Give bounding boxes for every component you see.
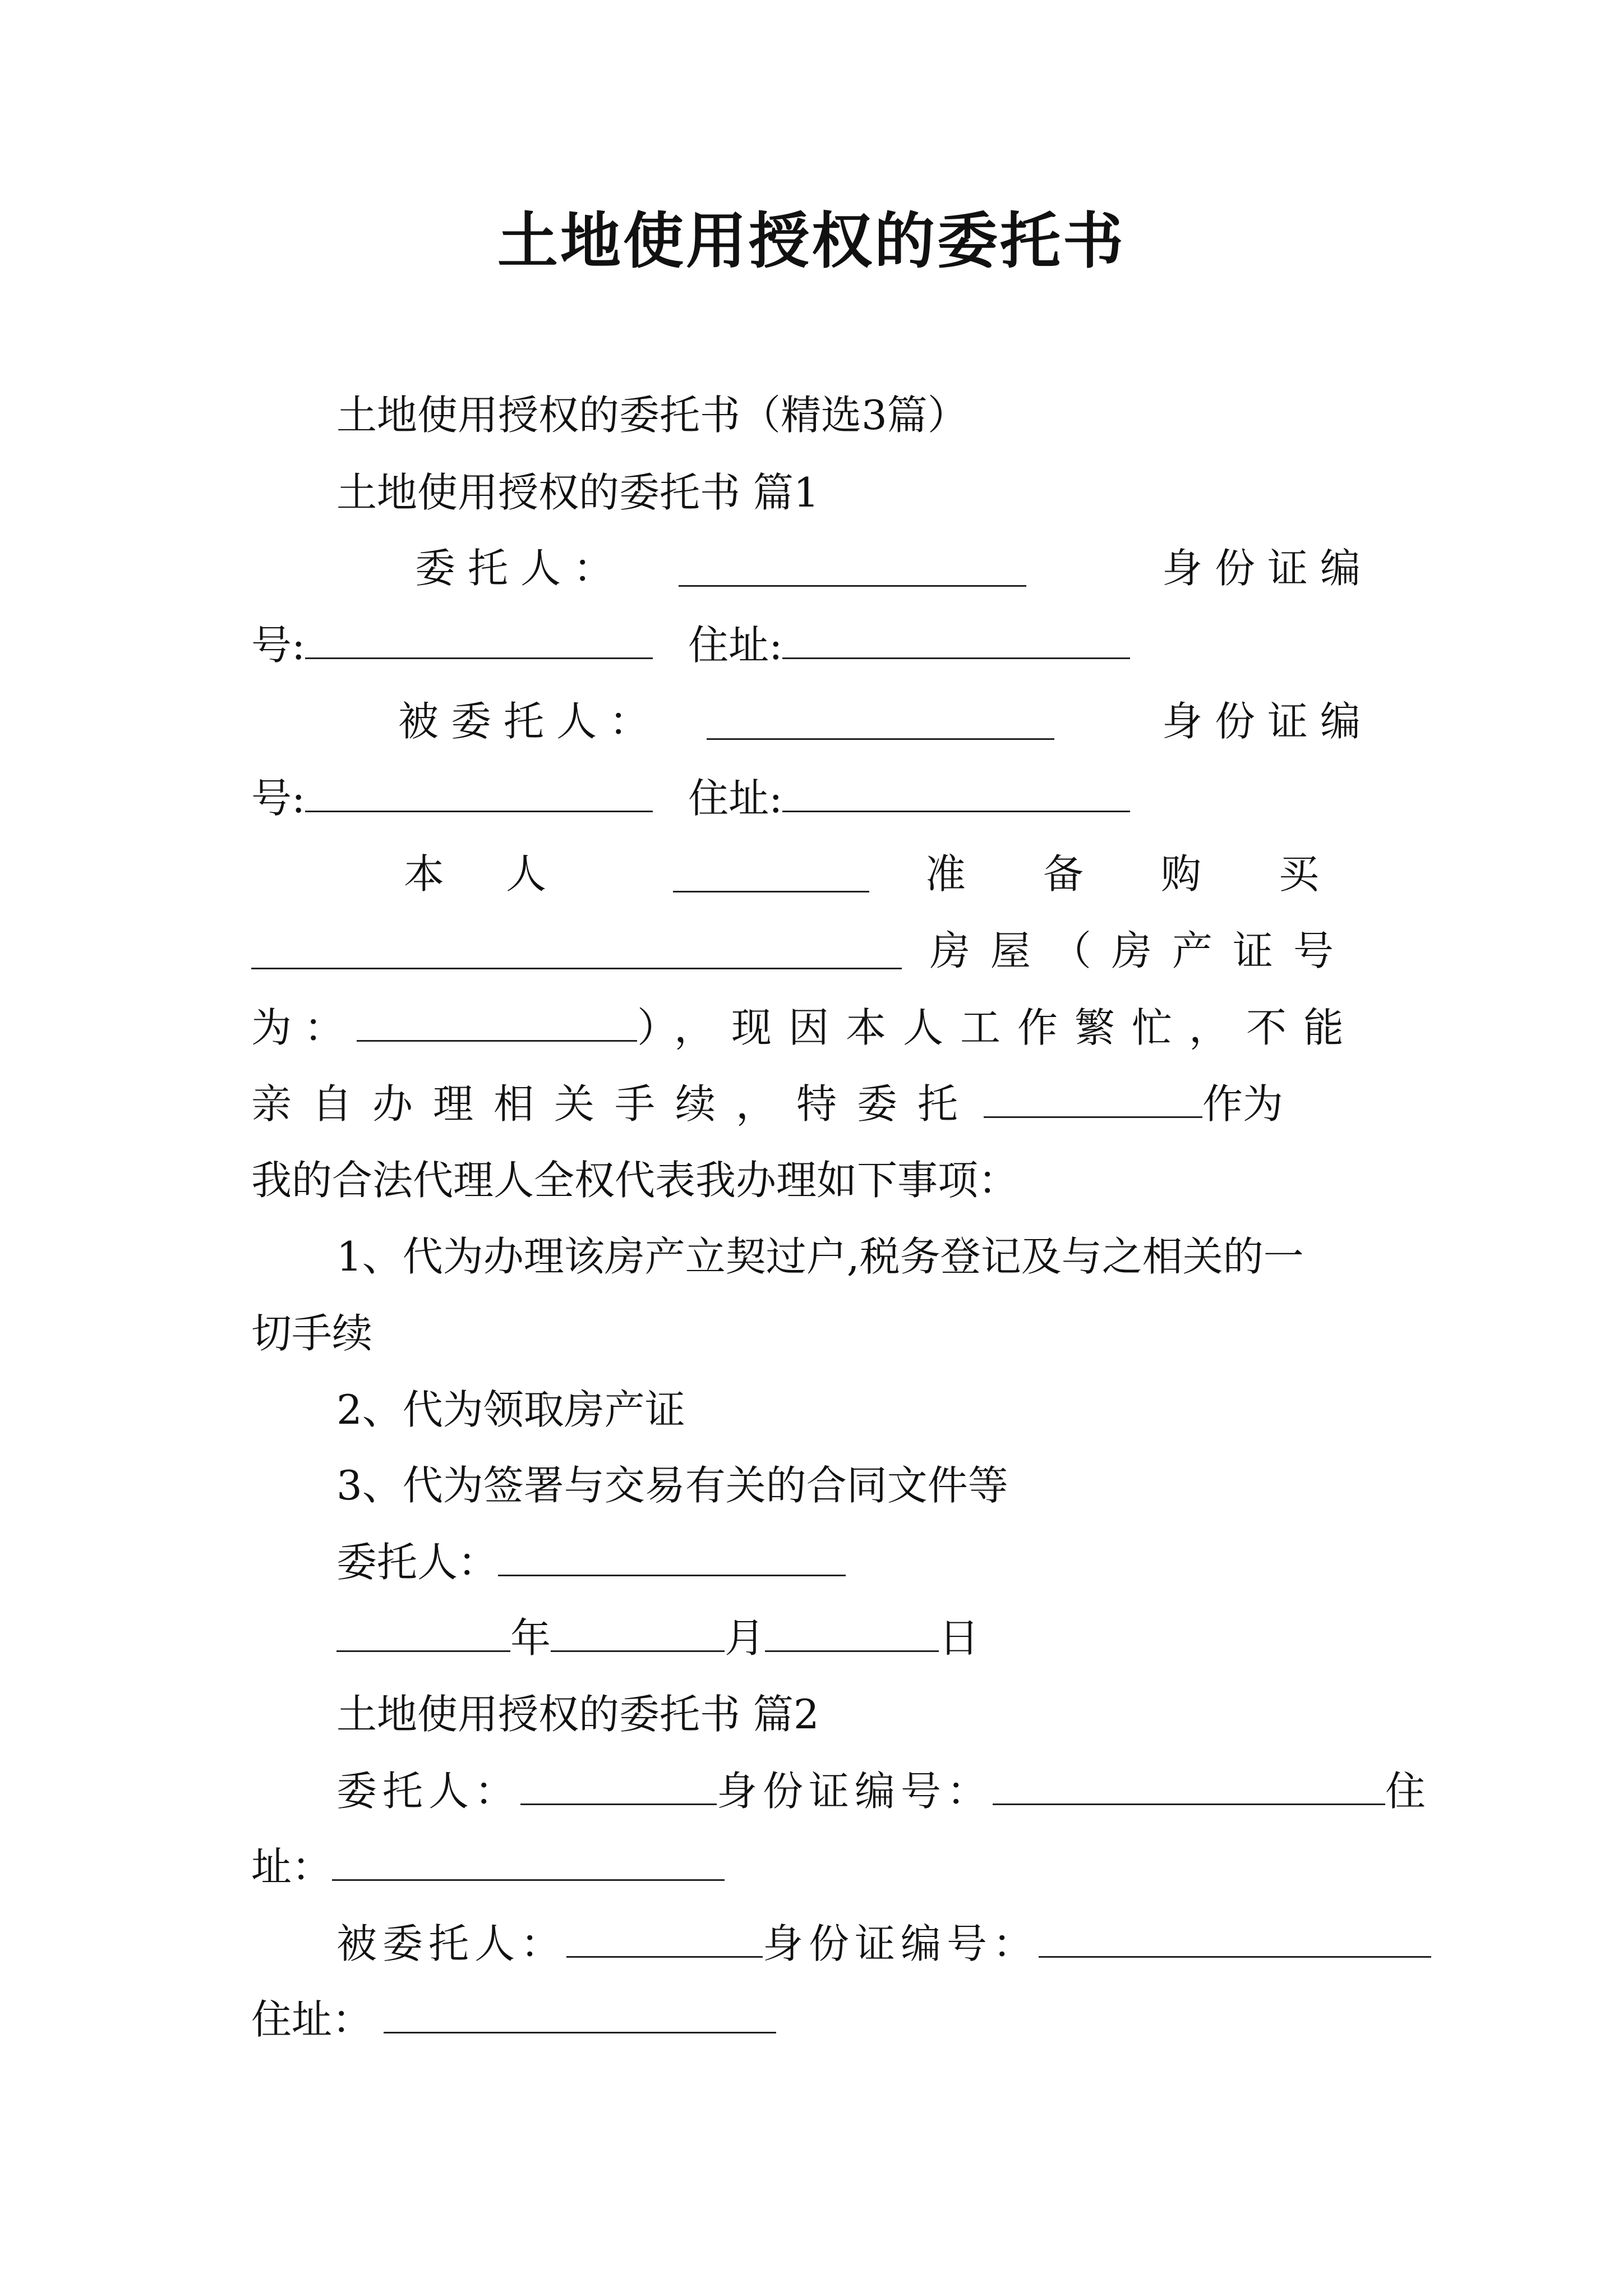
- s2-agent-line: [336, 1916, 1373, 1972]
- s2-addr-blank: [332, 1846, 725, 1881]
- principal-blank: [679, 551, 1026, 587]
- s2-addr-head: 住: [1385, 1768, 1426, 1815]
- s2-agent-addr-line: [251, 1991, 1373, 2047]
- principal-id-line: [251, 617, 1373, 673]
- date-line: [336, 1610, 1373, 1666]
- document-title: 土地使用授权的委托书: [497, 206, 1126, 277]
- s2-addr-tail: 址：: [251, 1843, 333, 1890]
- day-label: 日: [939, 1614, 980, 1662]
- item-1-line-a: 1、代为办理该房产立契过户,税务登记及与之相关的一: [336, 1233, 1304, 1280]
- signature-blank: [498, 1541, 846, 1576]
- item-1-line-b: 切手续: [251, 1310, 373, 1357]
- principal-id-blank: [305, 624, 653, 659]
- signature-label: 委托人：: [336, 1539, 499, 1586]
- agent-addr-blank: [782, 777, 1130, 812]
- s2-principal-label: 委托人：: [336, 1768, 521, 1815]
- year-label: 年: [510, 1614, 551, 1662]
- principal-addr-blank: [782, 624, 1130, 659]
- month-blank: [551, 1617, 725, 1652]
- principal-id-label: 号:: [251, 622, 306, 669]
- month-label: 月: [725, 1614, 766, 1662]
- principal-label: 委托人：: [415, 545, 626, 592]
- s2-addr-line: [251, 1839, 1373, 1895]
- body-line-e: 我的合法代理人全权代表我办理如下事项：: [251, 1157, 1019, 1204]
- body-b-text: 房屋（房产证号: [930, 927, 1354, 974]
- signature-line: [336, 1534, 1373, 1590]
- item-2: 2、代为领取房产证: [336, 1386, 685, 1433]
- intro-line: 土地使用授权的委托书（精选3篇）: [336, 392, 968, 439]
- body-line-d: [251, 1076, 1373, 1132]
- s2-agent-id-label: 身份证编号：: [763, 1920, 1039, 1967]
- section-2-heading: 土地使用授权的委托书 篇2: [336, 1691, 819, 1738]
- body-d-text2: 作为: [1202, 1080, 1284, 1128]
- agent-blank: [707, 705, 1054, 740]
- cert-number-blank: [357, 1006, 637, 1042]
- body-a-text1: 本人: [404, 850, 608, 898]
- seller-blank: [673, 857, 869, 892]
- s2-agent-blank: [566, 1922, 763, 1958]
- agent-id-head: 身份证编: [1161, 698, 1373, 745]
- item-3: 3、代为签署与交易有关的合同文件等: [336, 1462, 1008, 1509]
- agent-id-label: 号:: [251, 775, 306, 822]
- property-blank: [251, 934, 902, 969]
- body-c-text2: ），现因本人工作繁忙，不能: [637, 1004, 1361, 1051]
- agent-id-blank: [305, 777, 653, 812]
- agent-addr-label: 住址:: [688, 775, 783, 822]
- day-blank: [765, 1617, 939, 1652]
- entrusted-blank: [984, 1083, 1202, 1118]
- agent-id-line: [251, 770, 1373, 826]
- body-a-text2: 准备购买: [925, 850, 1397, 898]
- s2-principal-blank: [520, 1770, 717, 1805]
- s2-id-label: 身份证编号：: [717, 1768, 993, 1815]
- year-blank: [336, 1617, 510, 1652]
- principal-addr-label: 住址:: [688, 622, 783, 669]
- body-line-c: [251, 1000, 1373, 1056]
- s2-principal-line: [336, 1763, 1426, 1819]
- principal-id-head: 身份证编: [1161, 545, 1373, 592]
- s2-agent-addr-blank: [384, 1998, 776, 2033]
- section-1-heading: 土地使用授权的委托书 篇1: [336, 469, 819, 516]
- body-d-text1: 亲自办理相关手续，特委托: [251, 1080, 979, 1128]
- s2-agent-id-blank: [1039, 1922, 1431, 1958]
- s2-agent-addr-label: 住址：: [251, 1996, 373, 2043]
- s2-agent-label: 被委托人：: [336, 1920, 567, 1967]
- s2-id-blank: [993, 1770, 1385, 1805]
- body-c-text1: 为：: [251, 1004, 357, 1051]
- agent-label: 被委托人：: [398, 698, 662, 745]
